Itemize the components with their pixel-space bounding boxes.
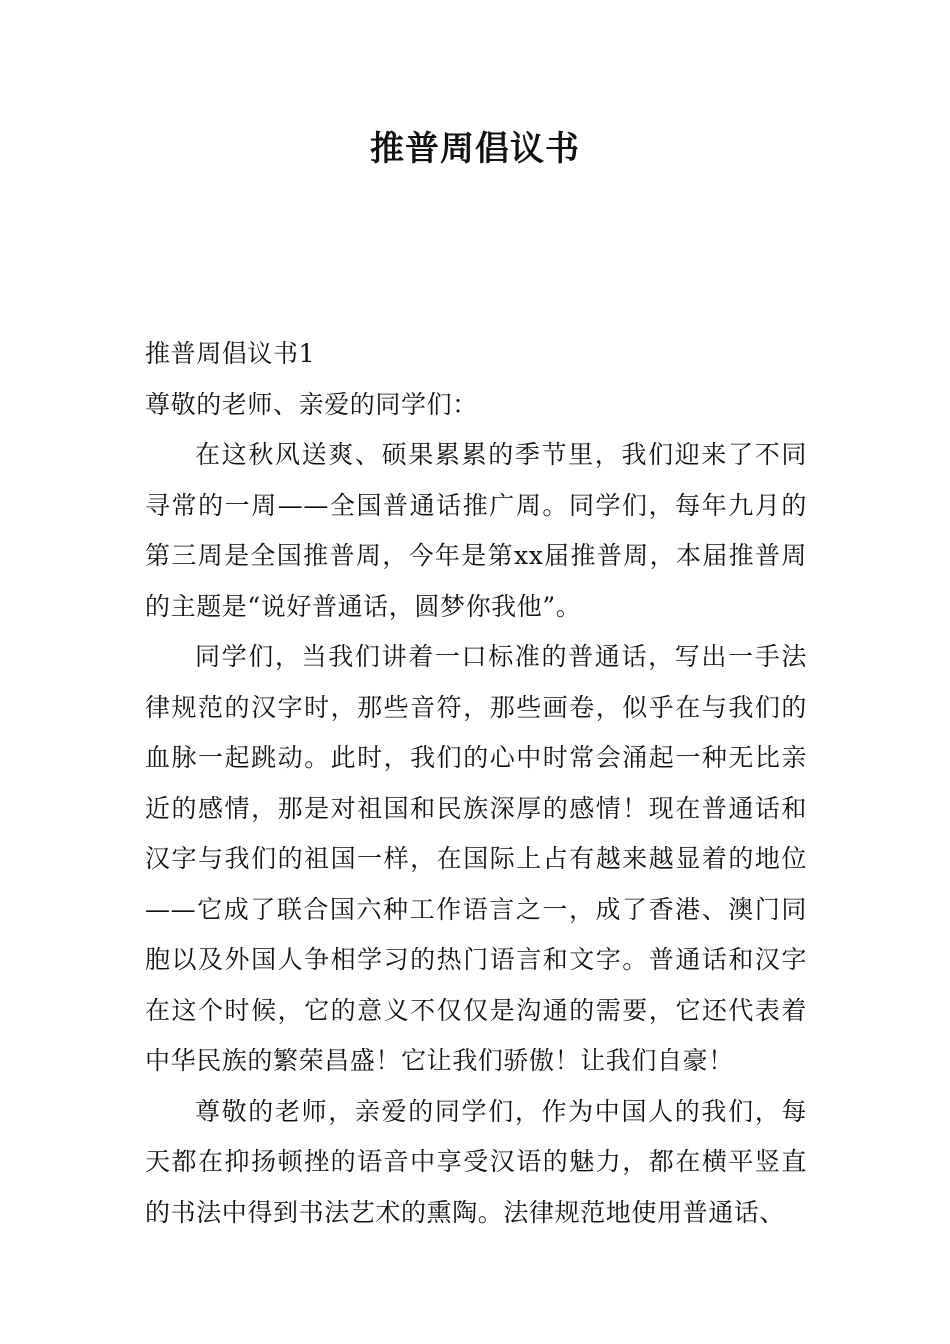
paragraph-2: 同学们，当我们讲着一口标准的普通话，写出一手法律规范的汉字时，那些音符，那些画卷，似乎在与我们的血脉一起跳动。此时，我们的心中时常会涌起一种无比亲近的感情，那是对祖国和民族深厚的感情！现在普通话和汉字与我们的祖国一样，在国际上占有越来越显着的地位——它成了联合国六种工作语言之一，成了香港、澳门同胞以及外国人争相学习的热门语言和文字。普通话和汉字在这个时候，它的意义不仅仅是沟通的需要，它还代表着中华民族的繁荣昌盛！它让我们骄傲！让我们自豪！ — [145, 642, 807, 1075]
paragraph-3: 尊敬的老师，亲爱的同学们，作为中国人的我们，每天都在抑扬顿挫的语音中享受汉语的魅力，都在横平竖直的书法中得到书法艺术的熏陶。法律规范地使用普通话、 — [145, 1096, 807, 1227]
document-body — [145, 329, 807, 1238]
document-title: 推普周倡议书 — [370, 129, 580, 169]
section-heading: 推普周倡议书1 — [145, 339, 316, 368]
paragraph-1: 在这秋风送爽、硕果累累的季节里，我们迎来了不同寻常的一周——全国普通话推广周。同学们，每年九月的第三周是全国推普周，今年是第xx届推普周，本届推普周的主题是“说好普通话，圆梦你我他”。 — [145, 440, 807, 621]
salutation: 尊敬的老师、亲爱的同学们： — [145, 389, 478, 419]
